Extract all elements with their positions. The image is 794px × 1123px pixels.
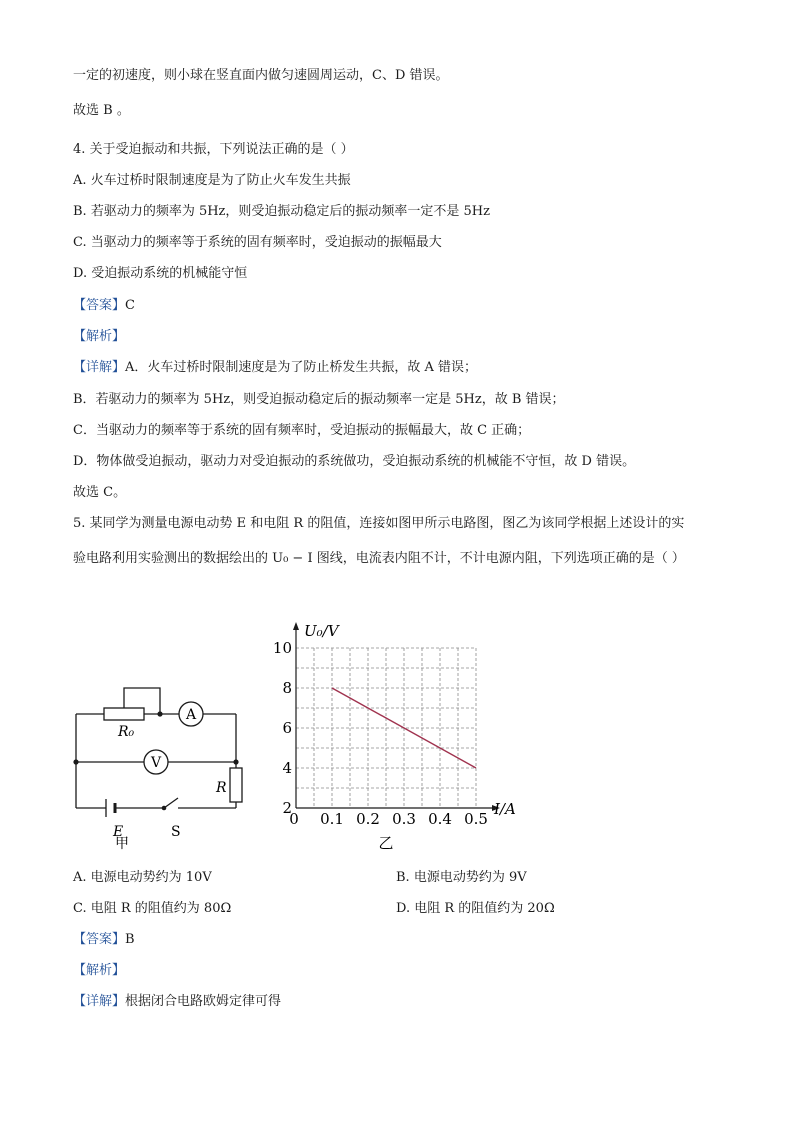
q4-detail-tag: 【详解】 bbox=[73, 360, 126, 375]
y-tick-label: 2 bbox=[282, 799, 292, 817]
prev-answer-tail: 一定的初速度，则小球在竖直面内做匀速圆周运动，C、D 错误。 bbox=[73, 68, 449, 83]
y-tick-label: 6 bbox=[282, 719, 292, 737]
e-label: E bbox=[113, 824, 124, 840]
q4-detail-a bbox=[73, 358, 477, 378]
x-tick-label: 0.2 bbox=[356, 810, 380, 828]
q5-stem-line1: 5. 某同学为测量电源电动势 E 和电阻 R 的阻值，连接如图甲所示电路图，图乙为该同学根据上述设计的实 bbox=[73, 516, 685, 531]
voltmeter-label: V bbox=[150, 755, 162, 771]
q4-option-a: A. 火车过桥时限制速度是为了防止火车发生共振 bbox=[73, 173, 351, 188]
y-tick-label: 10 bbox=[272, 639, 292, 657]
y-tick-label: 4 bbox=[282, 759, 292, 777]
ammeter-label: A bbox=[185, 707, 197, 723]
rheostat-r0 bbox=[104, 708, 144, 720]
prev-conclusion: 故选 B 。 bbox=[73, 103, 130, 118]
x-axis-label: I/A bbox=[494, 800, 516, 818]
r-label: R bbox=[216, 780, 227, 796]
q5-analysis-tag: 【解析】 bbox=[73, 963, 126, 978]
circuit-caption: 甲 bbox=[115, 836, 129, 852]
q4-option-b: B. 若驱动力的频率为 5Hz，则受迫振动稳定后的振动频率一定不是 5Hz bbox=[73, 204, 490, 219]
q5-option-d: D. 电阻 R 的阻值约为 20Ω bbox=[396, 901, 555, 916]
q5-detail-text: 根据闭合电路欧姆定律可得 bbox=[125, 994, 282, 1009]
q4-analysis-tag: 【解析】 bbox=[73, 329, 126, 344]
x-tick-label: 0.3 bbox=[392, 810, 416, 828]
x-tick-label: 0.4 bbox=[428, 810, 452, 828]
circuit-diagram bbox=[60, 670, 260, 860]
q5-option-b: B. 电源电动势约为 9V bbox=[396, 870, 527, 885]
q5-answer bbox=[73, 930, 135, 950]
q4-detail-b: B．若驱动力的频率为 5Hz，则受迫振动稳定后的振动频率一定是 5Hz，故 B 错误； bbox=[73, 392, 565, 407]
y-tick-label: 8 bbox=[282, 679, 292, 697]
q5-detail-tag: 【详解】 bbox=[73, 994, 126, 1009]
resistor-r bbox=[230, 768, 242, 802]
y-axis-arrow bbox=[293, 622, 299, 630]
q4-detail-c: C．当驱动力的频率等于系统的固有频率时，受迫振动的振幅最大，故 C 正确； bbox=[73, 423, 531, 438]
q5-detail bbox=[73, 992, 281, 1012]
q5-option-c: C. 电阻 R 的阻值约为 80Ω bbox=[73, 901, 232, 916]
q4-option-d: D. 受迫振动系统的机械能守恒 bbox=[73, 266, 248, 281]
x-tick-label: 0 bbox=[289, 810, 299, 828]
q4-detail-d: D．物体做受迫振动，驱动力对受迫振动的系统做功，受迫振动系统的机械能不守恒，故 D 错误。 bbox=[73, 454, 636, 469]
q5-answer-value: B bbox=[125, 932, 135, 947]
x-tick-label: 0.1 bbox=[320, 810, 344, 828]
q4-detail-a-text: A．火车过桥时限制速度是为了防止桥发生共振，故 A 错误； bbox=[125, 360, 478, 375]
q4-conclusion: 故选 C。 bbox=[73, 485, 127, 500]
switch-label: S bbox=[171, 824, 181, 840]
y-axis-label: U₀/V bbox=[304, 622, 339, 640]
u-i-graph bbox=[270, 612, 530, 857]
chart-caption: 乙 bbox=[378, 834, 394, 852]
q5-answer-tag: 【答案】 bbox=[73, 932, 126, 947]
q4-stem: 4. 关于受迫振动和共振，下列说法正确的是（ ） bbox=[73, 142, 354, 157]
q4-answer-tag: 【答案】 bbox=[73, 298, 126, 313]
q4-answer-value: C bbox=[125, 298, 135, 313]
q4-option-c: C. 当驱动力的频率等于系统的固有频率时，受迫振动的振幅最大 bbox=[73, 235, 442, 250]
r0-label: R₀ bbox=[118, 724, 135, 740]
q5-stem-line2: 验电路利用实验测出的数据绘出的 U₀ − I 图线，电流表内阻不计，不计电源内阻，下列选项正确的是（ ） bbox=[73, 551, 685, 566]
q4-answer bbox=[73, 296, 135, 316]
x-tick-label: 0.5 bbox=[464, 810, 488, 828]
q5-option-a: A. 电源电动势约为 10V bbox=[73, 870, 212, 885]
